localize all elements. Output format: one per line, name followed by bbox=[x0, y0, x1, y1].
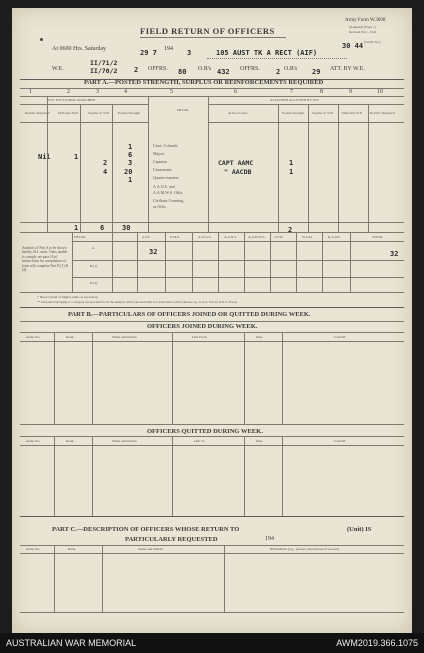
analysis-aans: A.A.N.S. bbox=[224, 235, 238, 239]
year-prefix: 194 bbox=[164, 46, 173, 52]
vline-bq4 bbox=[244, 436, 245, 516]
army-form-adapted: (Adapted) (Page 1) bbox=[349, 25, 376, 29]
field-return-form bbox=[12, 8, 412, 633]
analysis-total: TOTAL bbox=[372, 235, 384, 239]
analysis-note: Analysis of Part A to be shown hereby ALL units. Units unable to comply see para 19 of instructions for compilation of form will complete Part B (1) & (2). bbox=[22, 246, 69, 273]
attached-allowed: ATTACHED ALLOWED BY W.E. bbox=[270, 98, 320, 102]
detail-header: DETAIL bbox=[177, 108, 190, 112]
part-b-title: PART B.—PARTICULARS OF OFFICERS JOINED OR QUITTED DURING WEEK. bbox=[68, 311, 311, 318]
vline-b1 bbox=[54, 332, 55, 424]
analysis-bottom-line bbox=[20, 292, 404, 293]
vline-an3 bbox=[165, 232, 166, 292]
rank-lieut-colonels: Lieut.-Colonels bbox=[153, 143, 178, 148]
rank-aamws: A.A.M.W.S. Offrs. bbox=[153, 190, 184, 195]
part-c-title-line bbox=[20, 545, 404, 546]
serial-no-label: (Serial No.) bbox=[364, 40, 381, 44]
colnum-line bbox=[20, 96, 404, 97]
vline-a4 bbox=[148, 96, 149, 232]
col-num-10: 10 bbox=[377, 89, 383, 95]
footer-source: AUSTRALIAN WAR MEMORIAL bbox=[6, 638, 137, 648]
vline-c1 bbox=[54, 545, 55, 612]
footnote-1: * Desert detail of higher ranks as necessary. bbox=[37, 295, 99, 299]
hdr-deficient: Deficient W.E. bbox=[58, 111, 79, 115]
partc-army-no: Army No. bbox=[26, 547, 41, 551]
posted-captains: 3 bbox=[128, 159, 133, 167]
attached-arm-2: " AACDB bbox=[224, 168, 252, 176]
year-digit: 3 bbox=[187, 49, 192, 57]
col-num-7: 7 bbox=[290, 89, 293, 95]
col-num-1: 1 bbox=[29, 89, 32, 95]
reinf-required-value: Nil bbox=[38, 153, 51, 161]
punch-hole-icon bbox=[40, 38, 43, 41]
posted-qm: 1 bbox=[128, 176, 133, 184]
rank-quartermasters: Quarter-masters bbox=[153, 175, 179, 180]
vline-bq2 bbox=[92, 436, 93, 516]
we-value-2: II/70/2 bbox=[90, 67, 118, 75]
analysis-aif-value: 32 bbox=[149, 248, 158, 256]
joined-cause: CAUSE bbox=[334, 335, 346, 339]
rank-civilians-sub: as Offrs. bbox=[153, 204, 167, 209]
hdr-surplus: Surplus to W.E. bbox=[88, 111, 110, 115]
archive-footer bbox=[0, 633, 424, 653]
total-surplus: 6 bbox=[100, 224, 105, 232]
quitted-cause: CAUSE bbox=[334, 439, 346, 443]
attached-line bbox=[208, 104, 404, 105]
at-hours-label: At 0600 Hrs. Saturday bbox=[52, 46, 106, 52]
vline-bq5 bbox=[282, 436, 283, 516]
partc-rank: Rank bbox=[68, 547, 76, 551]
analysis-awas: A.W.A.S. bbox=[198, 235, 212, 239]
quitted-army-no: Army No. bbox=[26, 439, 41, 443]
part-c-bottom-line bbox=[20, 612, 404, 613]
unit-line bbox=[207, 58, 347, 59]
header-bottom-line-right bbox=[208, 122, 404, 123]
part-c-title-2: PARTICULARLY REQUESTED bbox=[125, 536, 218, 543]
hdr-deficient-att: Deficient W.E. bbox=[342, 111, 363, 115]
we-value: II/71/2 bbox=[90, 59, 118, 67]
offrs-label-2: OFFRS. bbox=[240, 66, 260, 72]
title-underline bbox=[140, 37, 286, 38]
vline-a5 bbox=[208, 96, 209, 232]
vline-bq3 bbox=[172, 436, 173, 516]
surplus-value-1: 2 bbox=[103, 159, 108, 167]
vline-c3 bbox=[224, 545, 225, 612]
surplus-value-2: 4 bbox=[103, 168, 108, 176]
offrs-label-1: OFFRS. bbox=[148, 66, 168, 72]
rank-lieutenants: Lieutenants bbox=[153, 167, 172, 172]
part-c-unit: (Unit) IS bbox=[347, 526, 372, 533]
hdr-surplus-att: Surplus to W.E. bbox=[312, 111, 334, 115]
rank-aans: A.A.N.S. and bbox=[153, 184, 175, 189]
vline-a1 bbox=[47, 96, 48, 232]
vline-an10 bbox=[350, 232, 351, 292]
vline-an0 bbox=[72, 232, 73, 292]
vline-b4 bbox=[244, 332, 245, 424]
joined-title: OFFICERS JOINED DURING WEEK. bbox=[147, 323, 258, 330]
joined-army-no: Army No. bbox=[26, 335, 41, 339]
part-c-header-line bbox=[20, 553, 404, 554]
vline-an2 bbox=[137, 232, 138, 292]
attached-arm-1: CAPT AAMC bbox=[218, 159, 254, 167]
part-a-title: PART A.—POSTED STRENGTH, SURPLUS OR REINFORCEMENTS REQUIRED bbox=[84, 79, 324, 86]
analysis-header-line bbox=[72, 241, 404, 242]
vline-an6 bbox=[244, 232, 245, 292]
totals-bottom-line bbox=[20, 232, 404, 233]
rank-captains: Captains bbox=[153, 159, 167, 164]
serial-value: 30 44 bbox=[342, 42, 364, 50]
posted-lieutenants: 20 bbox=[124, 168, 133, 176]
part-b-top-line bbox=[20, 307, 404, 308]
joined-rank: Rank bbox=[66, 335, 74, 339]
vline-b3 bbox=[172, 332, 173, 424]
analysis-total-value: 32 bbox=[390, 250, 399, 258]
part-c-year: 194 bbox=[265, 536, 274, 542]
deficient-value: 1 bbox=[74, 153, 79, 161]
vline-an9 bbox=[322, 232, 323, 292]
joined-date: Date bbox=[256, 335, 263, 339]
footer-accession: AWM2019.366.1075 bbox=[336, 638, 418, 648]
vline-b5 bbox=[282, 332, 283, 424]
analysis-raaf: R.A.A.F. bbox=[328, 235, 341, 239]
we-excluding-attached: W.E. EXCLUDING ATTACHED bbox=[48, 98, 96, 102]
offrs-number-1: 2 bbox=[134, 66, 139, 74]
col-num-4: 4 bbox=[124, 89, 127, 95]
analysis-row-b2: B.(2) bbox=[90, 281, 98, 285]
footnote-2: ** Personnel belonging to a category not provided for in the analysis will be shown in this Col. Particulars will be shown, e.g., U.S.A. Forces; R.N.Z. Forces bbox=[37, 300, 238, 304]
hdr-posted-strength: Posted Strength bbox=[118, 111, 141, 115]
ors-label-2: O.R's bbox=[284, 66, 298, 72]
col-num-8: 8 bbox=[320, 89, 323, 95]
col-num-5: 5 bbox=[170, 89, 173, 95]
hdr-reinf-required: Reinf'ts Required bbox=[25, 111, 50, 115]
vline-a3 bbox=[112, 104, 113, 232]
posted-majors: 6 bbox=[128, 151, 133, 159]
quitted-date: Date bbox=[256, 439, 263, 443]
rank-majors: Majors bbox=[153, 151, 165, 156]
partc-name: Name and Initials bbox=[138, 547, 163, 551]
part-b-title-line bbox=[20, 321, 404, 322]
attached-posted-1: 1 bbox=[289, 159, 294, 167]
offrs-number-2: 2 bbox=[276, 68, 281, 76]
total-deficient: 1 bbox=[74, 224, 79, 232]
ors-number-2: 432 bbox=[217, 68, 230, 76]
vline-an8 bbox=[296, 232, 297, 292]
part-c-title-1: PART C.—DESCRIPTION OF OFFICERS WHOSE RETURN TO bbox=[52, 526, 240, 533]
at-date: 29 7 bbox=[140, 49, 157, 57]
ors-number-1: 80 bbox=[178, 68, 187, 76]
analysis-nam: N.A.M. bbox=[302, 235, 313, 239]
vline-bq1 bbox=[54, 436, 55, 516]
analysis-aif: A.I.F. bbox=[142, 235, 150, 239]
attached-posted-2: 1 bbox=[289, 168, 294, 176]
posted-lt-col: 1 bbox=[128, 143, 133, 151]
quitted-rank: Rank bbox=[66, 439, 74, 443]
analysis-aamws: A.A.M.W.S. bbox=[248, 235, 266, 239]
quitted-title-line bbox=[20, 436, 404, 437]
analysis-civil: CIVIL bbox=[274, 235, 284, 239]
vline-c2 bbox=[102, 545, 103, 612]
joined-unit-from: Unit From bbox=[192, 335, 207, 339]
col-num-6: 6 bbox=[234, 89, 237, 95]
hdr-reinf-required-att: Reinf'ts Required bbox=[370, 111, 395, 115]
vline-a7 bbox=[308, 104, 309, 232]
total-attached-posted: 2 bbox=[288, 226, 293, 234]
part-a-title-line bbox=[20, 88, 404, 89]
analysis-detail-label: DETAIL bbox=[74, 235, 87, 239]
quitted-title: OFFICERS QUITTED DURING WEEK. bbox=[147, 428, 263, 435]
ors-number-3: 29 bbox=[312, 68, 321, 76]
army-form-revised: Revised Nov., 1941 bbox=[349, 30, 377, 34]
quitted-header-line bbox=[20, 445, 404, 446]
hdr-arm-corps: Arm or Corps bbox=[228, 111, 248, 115]
vline-a9 bbox=[368, 104, 369, 232]
vline-an1 bbox=[112, 232, 113, 292]
col-num-9: 9 bbox=[349, 89, 352, 95]
we-label: W.E. bbox=[52, 66, 64, 72]
analysis-row-line-2 bbox=[72, 277, 404, 278]
unit-typed: 105 AUST TK A RECT (AIF) bbox=[216, 49, 318, 57]
totals-top-line bbox=[20, 222, 404, 223]
analysis-eme: E.M.E. bbox=[170, 235, 181, 239]
vline-an5 bbox=[218, 232, 219, 292]
att-by-we-label: ATT. BY W.E. bbox=[330, 66, 365, 72]
vline-a6 bbox=[278, 104, 279, 232]
analysis-row-a: A bbox=[92, 246, 95, 250]
joined-title-line bbox=[20, 332, 404, 333]
total-posted: 30 bbox=[122, 224, 131, 232]
we-excl-line bbox=[20, 104, 148, 105]
joined-bottom-line bbox=[20, 424, 404, 425]
part-b-bottom-line bbox=[20, 516, 404, 517]
vline-an7 bbox=[270, 232, 271, 292]
rank-civilians: Civilians Counting bbox=[153, 198, 184, 203]
quitted-unit-to: Unit To bbox=[194, 439, 205, 443]
col-num-3: 3 bbox=[96, 89, 99, 95]
form-title: FIELD RETURN OF OFFICERS bbox=[140, 26, 275, 36]
vline-b2 bbox=[92, 332, 93, 424]
vline-a2 bbox=[80, 104, 81, 232]
vline-a8 bbox=[338, 104, 339, 232]
joined-header-line bbox=[20, 341, 404, 342]
partc-remarks: REMARKS (e.g., present whereabouts if known) bbox=[270, 547, 340, 551]
vline-an4 bbox=[192, 232, 193, 292]
col-num-2: 2 bbox=[67, 89, 70, 95]
joined-name: Name and Initials bbox=[112, 335, 137, 339]
analysis-row-line-1 bbox=[72, 260, 404, 261]
analysis-row-b1: B.(1) bbox=[90, 264, 98, 268]
hdr-posted-strength-att: Posted Strength bbox=[282, 111, 305, 115]
ors-label-1: O.R's bbox=[198, 66, 212, 72]
quitted-name: Name and Initials bbox=[112, 439, 137, 443]
army-form-number: Army Form W.3008 bbox=[345, 18, 386, 23]
header-bottom-line-left bbox=[20, 122, 148, 123]
